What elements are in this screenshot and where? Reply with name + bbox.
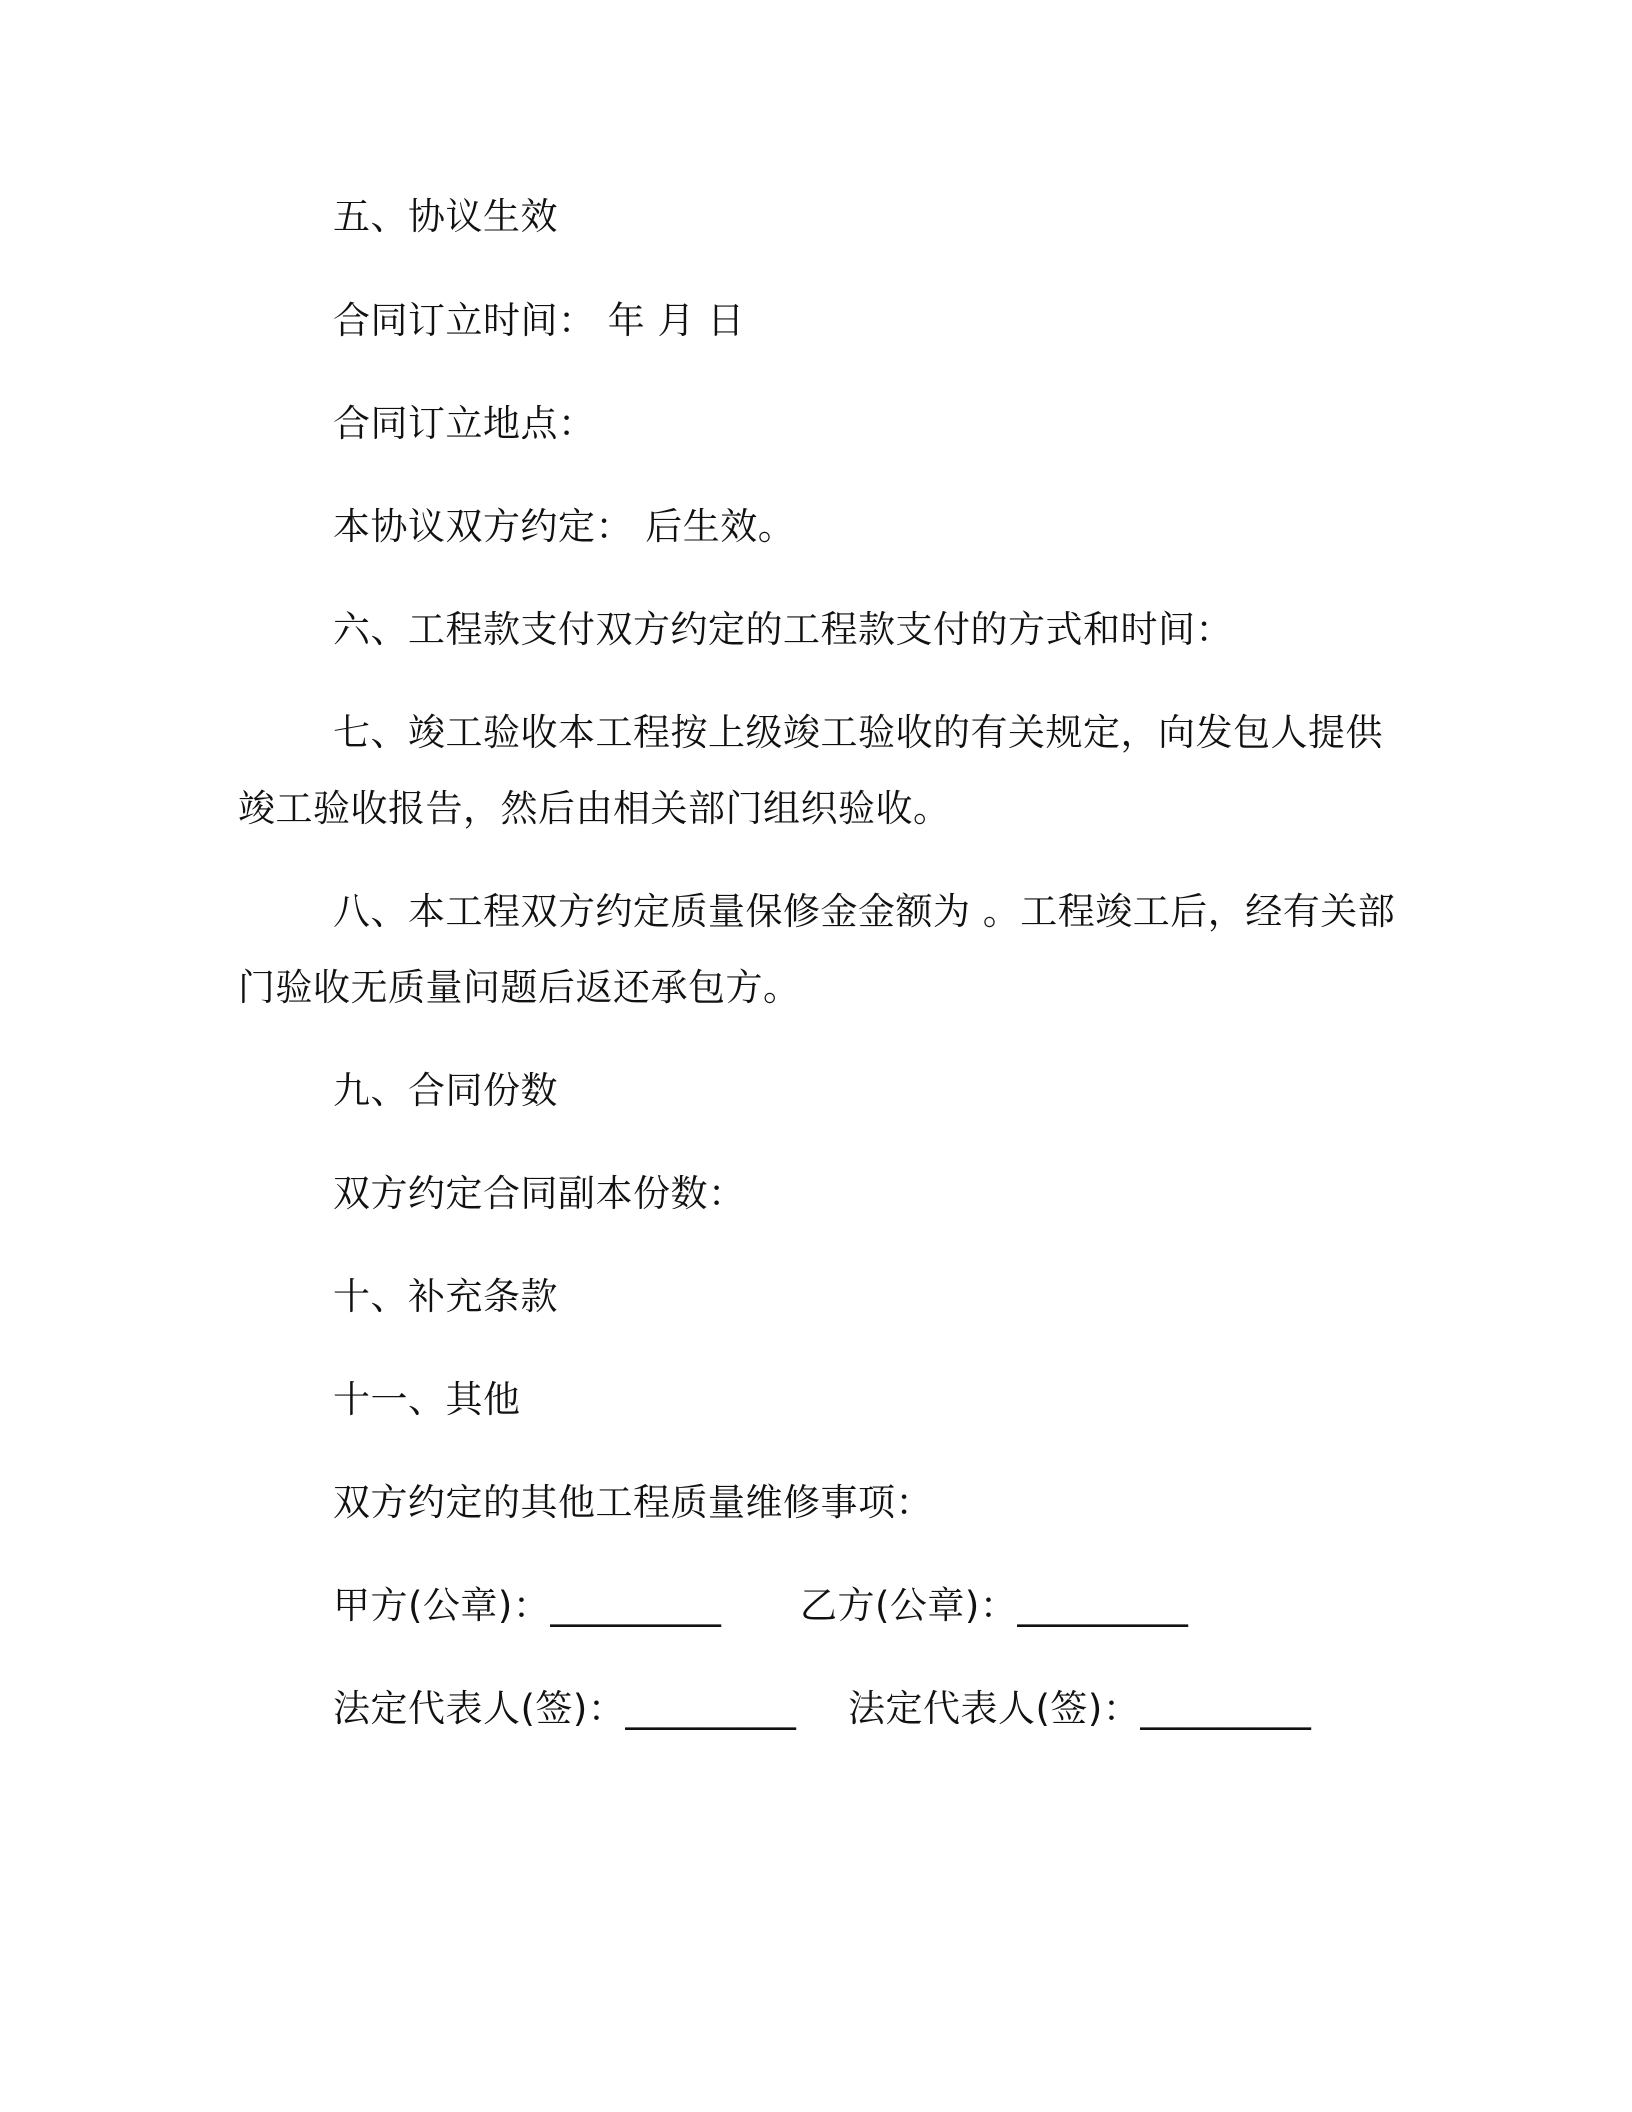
party-a-seal: 甲方(公章)：_________: [333, 1584, 722, 1627]
section-10-heading: 十、补充条款: [333, 1275, 558, 1318]
effective-terms: 本协议双方约定： 后生效。: [333, 505, 796, 548]
party-b-seal: 乙方(公章)：_________: [800, 1584, 1189, 1627]
party-b-representative: 法定代表人(签)：_________: [848, 1687, 1312, 1730]
signing-time: 合同订立时间： 年 月 日: [333, 299, 745, 342]
section-7-line-1: 七、竣工验收本工程按上级竣工验收的有关规定，向发包人提供: [333, 711, 1383, 754]
copies-count: 双方约定合同副本份数：: [333, 1172, 746, 1215]
party-a-representative: 法定代表人(签)：_________: [333, 1687, 797, 1730]
other-matters: 双方约定的其他工程质量维修事项：: [333, 1481, 933, 1524]
section-8-line-1: 八、本工程双方约定质量保修金金额为 。工程竣工后，经有关部: [333, 890, 1396, 933]
section-7-line-2: 竣工验收报告，然后由相关部门组织验收。: [238, 787, 951, 830]
signing-place: 合同订立地点：: [333, 402, 596, 445]
section-5-heading: 五、协议生效: [333, 195, 558, 238]
section-8-line-2: 门验收无质量问题后返还承包方。: [238, 966, 801, 1009]
section-9-heading: 九、合同份数: [333, 1069, 558, 1112]
section-6-payment: 六、工程款支付双方约定的工程款支付的方式和时间：: [333, 608, 1233, 651]
section-11-heading: 十一、其他: [333, 1378, 521, 1421]
